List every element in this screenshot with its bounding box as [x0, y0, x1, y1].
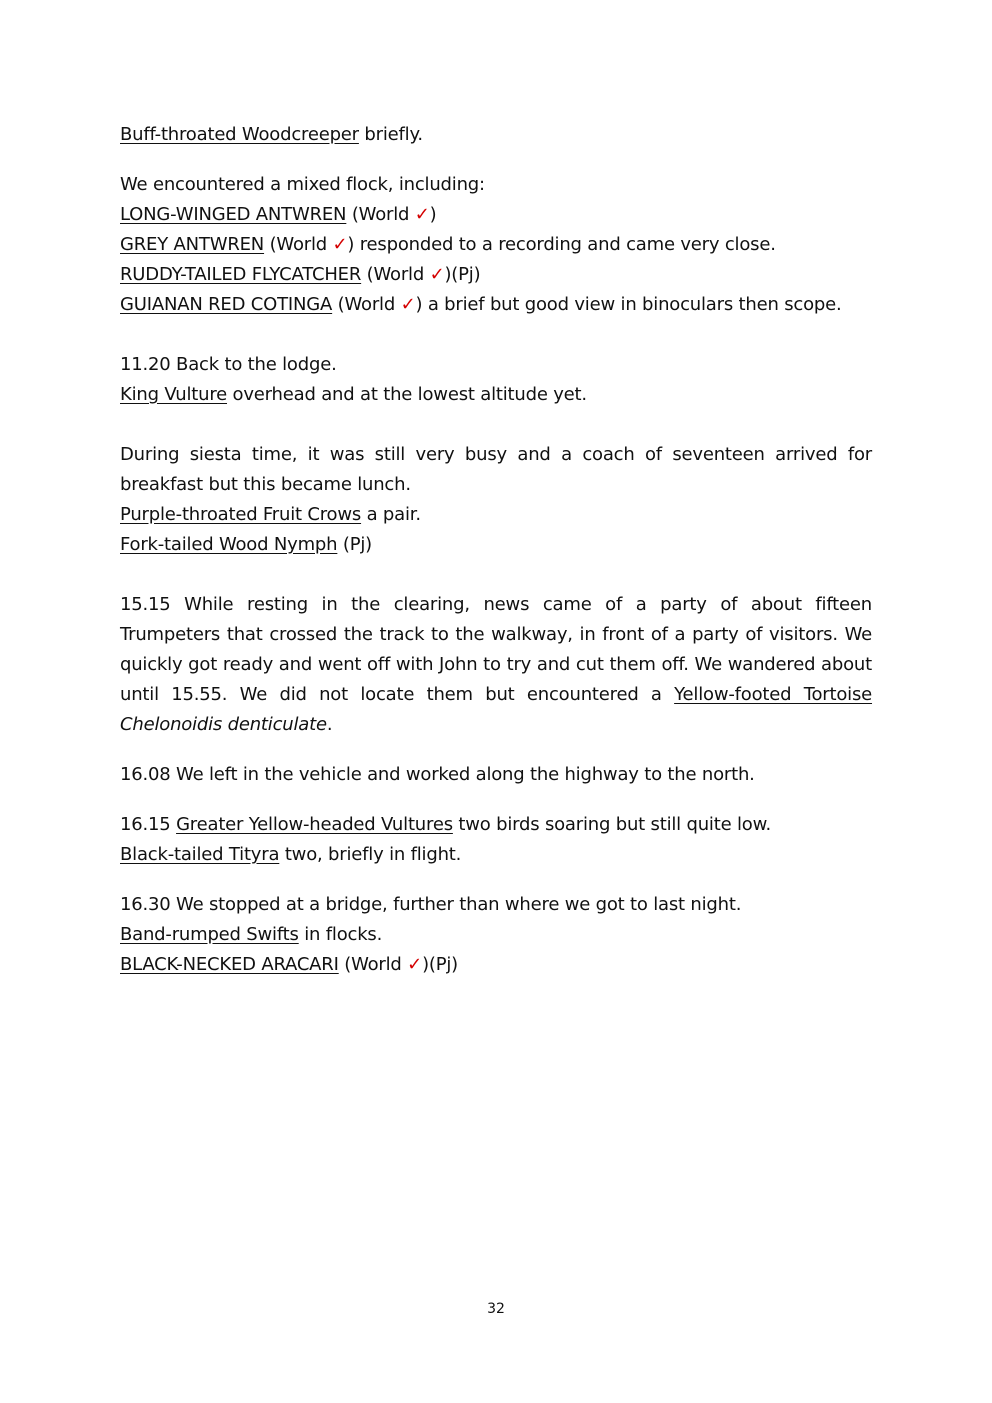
species-name: Greater Yellow-headed Vultures	[176, 814, 453, 835]
species-name: GREY ANTWREN	[120, 234, 265, 255]
sighting-line: King Vulture overhead and at the lowest altitude yet.	[120, 384, 587, 405]
intro-line: We encountered a mixed flock, including:	[120, 174, 485, 195]
species-name: King Vulture	[120, 384, 228, 405]
paragraph-vehicle	[120, 760, 872, 790]
species-name: LONG-WINGED ANTWREN	[120, 204, 347, 225]
sighting-line: GREY ANTWREN (World ✓) responded to a recording and came very close.	[120, 234, 776, 255]
sighting-line: Band-rumped Swifts in flocks.	[120, 924, 383, 945]
narrative-text: During siesta time, it was still very busy and a coach of seventeen arrived for breakfast but this became lunch.	[120, 444, 872, 495]
species-name: RUDDY-TAILED FLYCATCHER	[120, 264, 362, 285]
paragraph-bridge	[120, 890, 872, 980]
paragraph-vultures	[120, 810, 872, 870]
paragraph-woodcreeper	[120, 120, 872, 150]
sighting-line: BLACK-NECKED ARACARI (World ✓)(Pj)	[120, 954, 458, 975]
species-name: Purple-throated Fruit Crows	[120, 504, 362, 525]
sighting-line: 16.15 Greater Yellow-headed Vultures two birds soaring but still quite low.	[120, 814, 771, 835]
tick-icon: ✓	[400, 294, 416, 315]
tick-icon: ✓	[332, 234, 348, 255]
document-body	[120, 120, 872, 1000]
sighting-line: Purple-throated Fruit Crows a pair.	[120, 504, 421, 525]
paragraph-mixed-flock	[120, 170, 872, 320]
sighting-line: Fork-tailed Wood Nymph (Pj)	[120, 534, 372, 555]
time-line: 11.20 Back to the lodge.	[120, 354, 337, 375]
sighting-line: RUDDY-TAILED FLYCATCHER (World ✓)(Pj)	[120, 264, 481, 285]
page-number: 32	[487, 1301, 505, 1317]
sighting-line: LONG-WINGED ANTWREN (World ✓)	[120, 204, 437, 225]
species-name: Black-tailed Tityra	[120, 844, 280, 865]
scientific-name: Chelonoidis denticulate	[120, 714, 327, 735]
narrative-text: 16.08 We left in the vehicle and worked along the highway to the north.	[120, 764, 755, 785]
species-name: Band-rumped Swifts	[120, 924, 299, 945]
paragraph-siesta	[120, 440, 872, 560]
paragraph-back-to-lodge	[120, 350, 872, 410]
note-text: briefly.	[358, 124, 423, 145]
narrative-text: 15.15 While resting in the clearing, news came of a party of about fifteen Trumpeters that crossed the track to the walkway, in front of a party of visitors. We quickly got ready and went off with John to try and cut them off. We wandered about until 15.55. We did not locate them but encountered a	[120, 594, 872, 705]
time-line: 16.30 We stopped at a bridge, further than where we got to last night.	[120, 894, 742, 915]
species-name: BLACK-NECKED ARACARI	[120, 954, 339, 975]
tick-icon: ✓	[429, 264, 445, 285]
species-name: GUIANAN RED COTINGA	[120, 294, 333, 315]
species-name: Buff-throated Woodcreeper	[120, 124, 359, 145]
paragraph-trumpeters: 15.15 While resting in the clearing, news came of a party of about fifteen Trumpeters that crossed the track to the walkway, in front of a party of visitors. We quickly got ready and went off with John to try and cut them off. We wandered about until 15.55. We did not locate them but encountered a Yellow-footed Tortoise Chelonoidis denticulate.	[120, 594, 873, 735]
tick-icon: ✓	[414, 204, 430, 225]
tick-icon: ✓	[407, 954, 423, 975]
sighting-line: GUIANAN RED COTINGA (World ✓) a brief but good view in binoculars then scope.	[120, 294, 842, 315]
sighting-line: Black-tailed Tityra two, briefly in flight.	[120, 844, 462, 865]
species-name: Yellow-footed Tortoise	[674, 684, 873, 705]
species-name: Fork-tailed Wood Nymph	[120, 534, 338, 555]
